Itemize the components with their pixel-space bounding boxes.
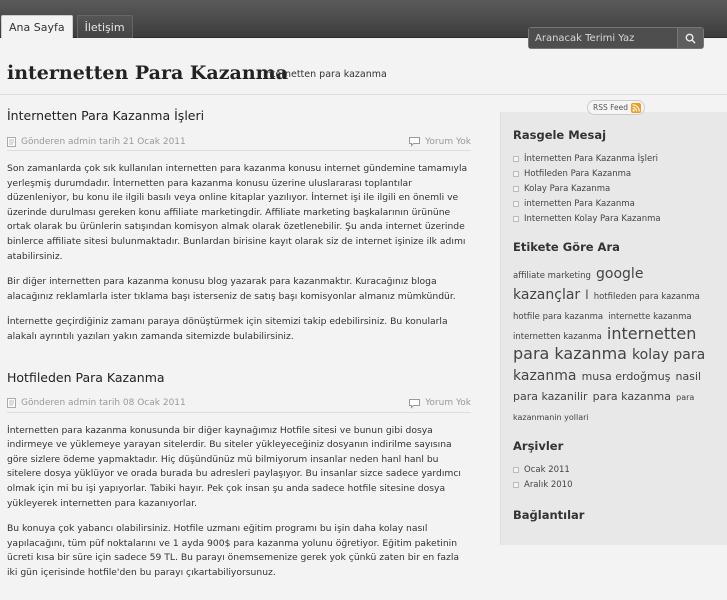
comment-icon [409, 399, 420, 408]
archive-link-label: Aralık 2010 [524, 479, 573, 490]
comment-icon [409, 137, 420, 146]
bullet-icon [513, 201, 519, 207]
widget-title: Rasgele Mesaj [513, 128, 607, 142]
random-post-link[interactable] [513, 196, 715, 211]
post-paragraph: Bu konuya çok yabancı olabilirsiniz. Hotfile uzmanı eğitim programı bu işin daha kolay nasıl yapılacağını, tüm püf noktalarını ve 1 ayda 900$ para kazanma yolunu öğretiyor. Eğitim paketinin ücreti kısa bir süre için sadece 59 TL. Bu parayı önemsemenize gerek yok çünkü zaten bir en fazla iki gün içerisinde hotfile'den bu parayı çıkartabiliyorsunuz. [7, 523, 460, 578]
post-meta [7, 395, 471, 413]
tag-link[interactable]: hotfileden para kazanma [593, 291, 700, 302]
random-post-link-label: Hotfileden Para Kazanma [524, 168, 632, 179]
tag-link[interactable]: l [585, 287, 589, 302]
search-icon [685, 33, 696, 44]
archives-list [513, 462, 715, 492]
post-paragraph: İnternetten para kazanma konusunda bir diğer kaynağımız Hotfile sitesi ve bunun gibi dosya indirmeye ve yüklemeye yarayan sitelerdir. Bu siteler yükleyeceğiniz dosyanın indirilme sayısına göre sizlere ödeme yapmaktadır. Hiç düşündünüz mü bilmiyorum insanlar neden hanl hanl bu sitelere dosya yüklüyor ve orada burada bu adresleri paylaşıyor. Bu insanlar sizce sadece yardımcı olmak için mi bu işi yapıyorlar. Tabiki hayır. Pek çok insan şu anda sadece hotfile sitesine dosya yükleyerek internetten para kazanıyorlar. [7, 424, 461, 509]
post-author-date: Gönderen admin tarih 08 Ocak 2011 [21, 398, 186, 409]
tag-link[interactable]: internette kazanma [608, 312, 692, 322]
bullet-icon [513, 171, 519, 177]
tag-link[interactable]: para kazanma [592, 390, 672, 403]
post [7, 108, 471, 345]
sidebar [500, 103, 727, 545]
nav-tab-home[interactable]: Ana Sayfa [1, 15, 73, 38]
post [7, 370, 471, 581]
comments-link[interactable] [409, 398, 471, 408]
random-posts-widget [501, 128, 727, 226]
tag-link[interactable]: kolay para kazanma [513, 347, 706, 384]
main-nav [1, 15, 133, 38]
post-body [7, 424, 471, 581]
comments-link[interactable] [409, 137, 471, 147]
archive-link[interactable] [513, 462, 715, 477]
tag-link[interactable]: hotfile para kazanma [513, 312, 604, 322]
post-paragraph: Son zamanlarda çok sık kullanılan internetten para kazanma konusu internet gündemine tamamıyla yerleşmiş durumdadır. İnternetten para kazanma konusu üzerine uluslararası toplantılar düzenleniyor, bu konu ile ilgili basılı veya online kitaplar yazılıyor. İnternet işi ile ilgili en önemli ve üzerinde durulması gereken konu affiliate marketingdir. Affiliate marketing başkalarının ürününe ortak olarak bu ürünlerin satışından komisyon almak olarak özetlenebilir. Şu anda internet üzerinde binlerce affiliate sitesi bulunmaktadır. Bunlardan birisine kayıt olarak siz de internet işinize ilk adımı atabilirsiniz. [7, 163, 468, 262]
random-post-link-label: Kolay Para Kazanma [524, 183, 611, 194]
main-content [7, 108, 471, 600]
post-body [7, 162, 471, 345]
comments-count: Yorum Yok [425, 136, 471, 147]
bullet-icon [513, 467, 519, 473]
random-post-link[interactable] [513, 181, 715, 196]
random-post-link-label: İnternetten Para Kazanma İşleri [524, 153, 659, 164]
post-title[interactable]: Hotfileden Para Kazanma [7, 369, 165, 385]
tag-link[interactable]: nasil para kazanilir [513, 369, 702, 403]
tag-link[interactable]: internetten kazanma [513, 332, 602, 342]
widget-title: Arşivler [513, 439, 564, 453]
search-box [528, 27, 704, 49]
tag-link[interactable]: musa erdoğmuş [581, 369, 671, 383]
rss-feed-link[interactable] [587, 100, 645, 115]
header-divider [0, 94, 727, 95]
rss-icon [631, 103, 641, 113]
post-paragraph: Bir diğer internetten para kazanma konusu blog yazarak para kazanmaktır. Kuracağınız bloga alacağınız reklamlarla ister tıklama başı isterseniz de satış başı komisyonlar almanız mümkündür. [7, 276, 456, 302]
archives-widget [501, 439, 727, 492]
nav-tab-contact[interactable]: İletişim [77, 15, 133, 38]
tag-link[interactable]: google kazançlar [513, 266, 644, 303]
random-post-link-label: Internetten Kolay Para Kazanma [524, 213, 661, 224]
links-widget [501, 508, 727, 522]
post-title[interactable]: İnternetten Para Kazanma İşleri [7, 108, 205, 123]
tags-widget [501, 240, 727, 425]
post-meta [7, 133, 471, 151]
random-post-link[interactable] [513, 166, 715, 181]
post-paragraph: İnternette geçirdiğiniz zamanı paraya dönüştürmek için sitemizi takip edebilirsiniz. Bu konularla alakalı ayrıntılı yazıları yakın zamanda sitemizde bulabilirsiniz. [7, 316, 448, 342]
archive-link[interactable] [513, 477, 715, 492]
bullet-icon [513, 156, 519, 162]
bullet-icon [513, 186, 519, 192]
site-title[interactable]: internetten Para Kazanma [7, 62, 289, 84]
archive-link-label: Ocak 2011 [524, 464, 570, 475]
bullet-icon [513, 216, 519, 222]
tag-cloud [513, 263, 715, 425]
post-author-date: Gönderen admin tarih 21 Ocak 2011 [21, 136, 186, 147]
search-input[interactable] [529, 28, 677, 48]
search-button[interactable] [677, 28, 703, 48]
bullet-icon [513, 482, 519, 488]
site-tagline: internetten para kazanma [263, 69, 387, 80]
random-post-link[interactable] [513, 211, 715, 226]
random-post-link[interactable] [513, 151, 715, 166]
widget-title: Bağlantılar [513, 508, 585, 522]
rss-label: RSS Feed [593, 103, 629, 112]
random-posts-list [513, 151, 715, 226]
widget-title: Etikete Göre Ara [513, 240, 620, 254]
document-icon [7, 137, 16, 147]
random-post-link-label: internetten Para Kazanma [524, 198, 635, 209]
document-icon [7, 398, 16, 408]
tag-link[interactable]: para kazanmanin yollari [513, 393, 695, 422]
tag-link[interactable]: internetten para kazanma [513, 324, 697, 363]
comments-count: Yorum Yok [425, 398, 471, 409]
tag-link[interactable]: affiliate marketing [513, 271, 591, 281]
